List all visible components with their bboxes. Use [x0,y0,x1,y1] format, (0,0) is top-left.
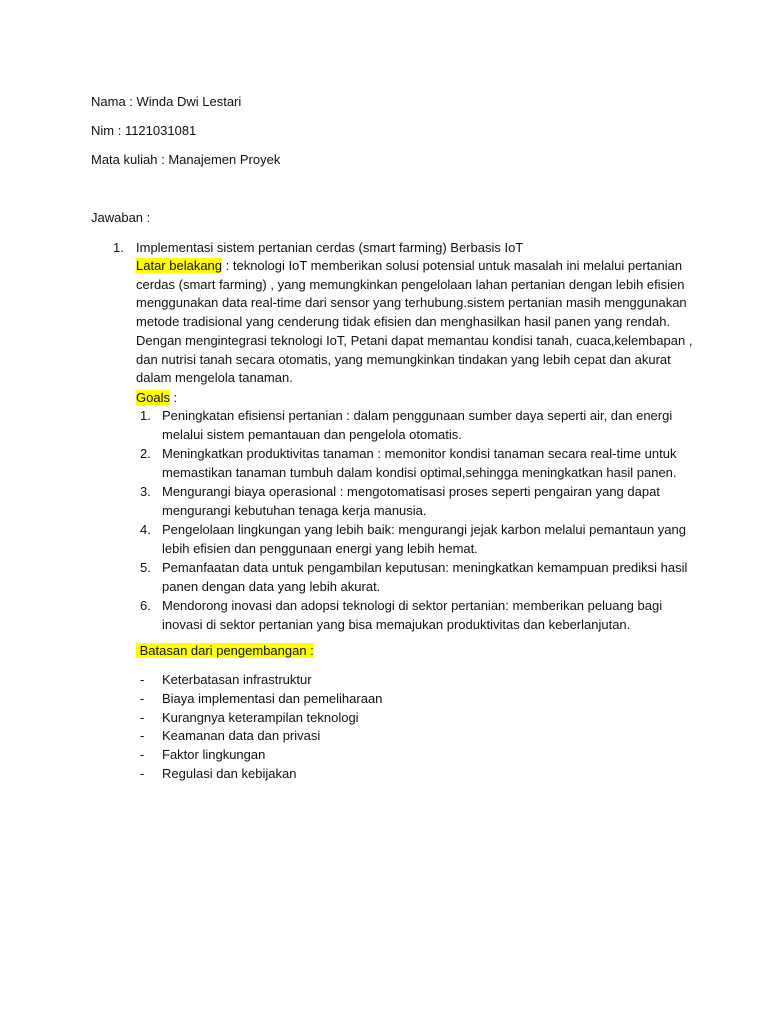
student-nim: Nim : 1121031081 [91,123,197,138]
item-text: Mengurangi biaya operasional : mengotomatisasi proses seperti pengairan yang dapat mengurangi kebutuhan tenaga kerja manusia. [162,484,660,518]
goals-label: Goals [136,390,170,405]
course-name: Mata kuliah : Manajemen Proyek [91,152,281,167]
list-item [136,521,696,558]
limits-label: Batasan dari pengembangan : [136,643,314,658]
section-title: Implementasi sistem pertanian cerdas (smart farming) Berbasis IoT [136,240,524,255]
item-number: 6. [140,598,151,613]
list-item [136,727,382,746]
item-text: Pengelolaan lingkungan yang lebih baik: mengurangi jejak karbon melalui pemantaun yang lebih efisien dan penggunaan energi yang lebih hemat. [162,522,686,556]
item-number: 3. [140,484,151,499]
list-item [136,445,696,482]
list-item [136,597,696,634]
item-text: Peningkatan efisiensi pertanian : dalam penggunaan sumber daya seperti air, dan energi melalui sistem pemantauan dan pengelola otomatis. [162,408,673,442]
list-item [136,765,382,784]
goals-list [136,407,696,635]
item-text: Biaya implementasi dan pemeliharaan [162,690,383,706]
goals-suffix: : [169,390,178,405]
answer-label: Jawaban : [91,210,151,225]
item-number: 5. [140,560,151,575]
item-text: Faktor lingkungan [162,747,266,763]
dash-bullet: - [140,728,145,744]
item-text: Meningkatkan produktivitas tanaman : memonitor kondisi tanaman secara real-time untuk memastikan tanaman tumbuh dalam kondisi optimal,sehingga meningkatkan hasil panen. [162,446,677,480]
limits-heading [136,642,314,660]
item-text: Regulasi dan kebijakan [162,765,297,781]
item-text: Mendorong inovasi dan adopsi teknologi di sektor pertanian: memberikan peluang bagi inovasi di sektor pertanian yang bisa memajukan produktivitas dan keberlanjutan. [162,598,663,632]
list-item [136,559,696,596]
dash-bullet: - [140,672,145,687]
item-text: Pemanfaatan data untuk pengambilan keputusan: meningkatkan kemampuan prediksi hasil panen dengan data yang lebih akurat. [162,560,688,594]
list-item [136,483,696,520]
item-number: 1. [140,408,151,423]
list-item [136,746,382,765]
student-name: Nama : Winda Dwi Lestari [91,94,242,109]
background-text: : teknologi IoT memberikan solusi potensial untuk masalah ini melalui pertanian cerdas (smart farming) , yang memungkinkan pengelolaan lahan pertanian dengan lebih efisien menggunakan data real-time dari sensor yang terhubung.sistem pertanian masih menggunakan metode tradisional yang cenderung tidak efisien dan menghasilkan hasil panen yang rendah. Dengan mengintegrasi teknologi IoT, Petani dapat memantau kondisi tanah, cuaca,kelembapan , dan nutrisi tanah secara otomatis, yang memungkinkan tindakan yang lebih cepat dan akurat dalam mengelola tanaman. [136,258,693,386]
dash-bullet: - [140,709,145,725]
item-number: 4. [140,522,151,537]
background-paragraph [136,257,696,388]
item-text: Keterbatasan infrastruktur [162,672,312,687]
list-item [136,671,382,690]
limits-list [136,671,382,784]
dash-bullet: - [140,765,145,781]
dash-bullet: - [140,747,145,763]
item-text: Kurangnya keterampilan teknologi [162,709,359,725]
dash-bullet: - [140,690,145,706]
item-number: 2. [140,446,151,461]
list-item [136,407,696,444]
goals-heading [136,389,177,407]
section-number: 1. [113,240,124,255]
list-item [136,709,382,728]
list-item [136,690,382,709]
background-label: Latar belakang [136,258,223,273]
item-text: Keamanan data dan privasi [162,728,321,744]
